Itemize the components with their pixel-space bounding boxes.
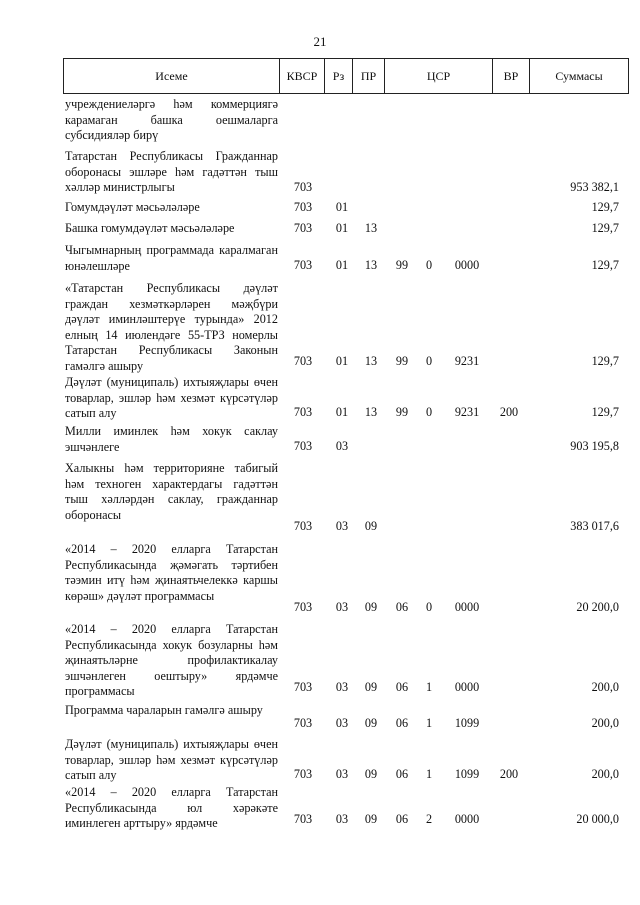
row-sum: 129,7 xyxy=(591,354,619,368)
row-csr-program: 06 xyxy=(395,716,409,730)
row-name: Гомумдәүләт мәсьәләләре xyxy=(65,200,200,214)
row-rz: 01 xyxy=(335,221,349,235)
row-name: Программа чараларын гамәлгә ашыру xyxy=(65,703,263,717)
row-kvsr: 703 xyxy=(293,439,313,453)
row-name: «2014 – 2020 елларга Татарстан Республикасында юл хәрәкәте иминлеген арттыру» ярдәмче xyxy=(65,785,278,830)
row-sum: 953 382,1 xyxy=(570,180,619,194)
row-rz: 03 xyxy=(335,680,349,694)
row-sum: 129,7 xyxy=(591,200,619,214)
header-name: Исеме xyxy=(64,59,280,93)
row-pr: 13 xyxy=(364,258,378,272)
header-sum: Суммасы xyxy=(555,69,603,83)
row-name: Башка гомумдәүләт мәсьәләләре xyxy=(65,221,235,235)
row-kvsr: 703 xyxy=(293,405,313,419)
row-name: «Татарстан Республикасы дәүләт граждан хезмәткәрләрен мәҗбүри дәүләт иминләштерүе турында» 2012 елның 14 июлендәге 55-ТРЗ номерлы Татарстан Республикасы Законын гамәлгә ашыру xyxy=(65,281,278,373)
row-csr-code: 0000 xyxy=(454,600,480,614)
row-kvsr: 703 xyxy=(293,200,313,214)
row-csr-program: 06 xyxy=(395,680,409,694)
row-kvsr: 703 xyxy=(293,600,313,614)
row-name: Дәүләт (муниципаль) ихтыяҗлары өчен товарлар, эшләр һәм хезмәт күрсәтүләр сатып алу xyxy=(65,375,278,420)
header-vr: ВР xyxy=(493,59,530,93)
row-csr-code: 0000 xyxy=(454,680,480,694)
row-csr-code: 9231 xyxy=(454,405,480,419)
row-name: Милли иминлек һәм хокук саклау эшчәнлеге xyxy=(65,424,278,454)
row-rz: 03 xyxy=(335,767,349,781)
row-csr-subprogram: 1 xyxy=(425,767,433,781)
row-sum: 20 000,0 xyxy=(576,812,619,826)
row-pr: 09 xyxy=(364,680,378,694)
row-kvsr: 703 xyxy=(293,354,313,368)
row-name: Татарстан Республикасы Гражданнар оборонасы эшләре һәм гадәттән тыш хәлләр министрлыгы xyxy=(65,149,278,194)
row-csr-program: 06 xyxy=(395,600,409,614)
row-sum: 200,0 xyxy=(591,716,619,730)
header-kvsr: КВСР xyxy=(280,59,325,93)
row-kvsr: 703 xyxy=(293,221,313,235)
header-rz: Рз xyxy=(325,59,353,93)
row-kvsr: 703 xyxy=(293,680,313,694)
row-kvsr: 703 xyxy=(293,767,313,781)
header-csr: ЦСР xyxy=(385,59,493,93)
row-csr-program: 99 xyxy=(395,258,409,272)
row-kvsr: 703 xyxy=(293,716,313,730)
row-kvsr: 703 xyxy=(293,519,313,533)
page-number: 21 xyxy=(313,34,327,49)
row-kvsr: 703 xyxy=(293,812,313,826)
row-sum: 903 195,8 xyxy=(570,439,619,453)
row-csr-subprogram: 1 xyxy=(425,680,433,694)
row-csr-code: 1099 xyxy=(454,716,480,730)
row-rz: 03 xyxy=(335,439,349,453)
row-sum: 129,7 xyxy=(591,221,619,235)
row-csr-code: 1099 xyxy=(454,767,480,781)
row-csr-program: 06 xyxy=(395,812,409,826)
row-name: Дәүләт (муниципаль) ихтыяҗлары өчен товарлар, эшләр һәм хезмәт күрсәтүләр сатып алу xyxy=(65,737,278,782)
row-csr-code: 0000 xyxy=(454,812,480,826)
row-vr: 200 xyxy=(499,405,519,419)
row-csr-subprogram: 0 xyxy=(425,354,433,368)
row-csr-code: 0000 xyxy=(454,258,480,272)
row-name: «2014 – 2020 елларга Татарстан Республикасында җәмәгать тәртибен тәэмин итү һәм җинаятьчелеккә каршы көрәш» дәүләт программасы xyxy=(65,542,278,603)
row-kvsr: 703 xyxy=(293,180,313,194)
row-sum: 200,0 xyxy=(591,767,619,781)
row-csr-subprogram: 2 xyxy=(425,812,433,826)
row-csr-subprogram: 0 xyxy=(425,405,433,419)
row-rz: 01 xyxy=(335,405,349,419)
row-name: «2014 – 2020 елларга Татарстан Республикасында хокук бозуларны һәм җинаятьләрне профилактикалау эшчәнлеген оештыру» ярдәмче программасы xyxy=(65,622,278,698)
row-rz: 01 xyxy=(335,354,349,368)
row-csr-program: 99 xyxy=(395,405,409,419)
row-rz: 01 xyxy=(335,258,349,272)
row-csr-subprogram: 1 xyxy=(425,716,433,730)
row-name: учреждениеләргә һәм коммерциягә карамаган башка оешмаларга субсидияләр бирү xyxy=(65,97,278,142)
row-name: Халыкны һәм территорияне табигый һәм техноген характердагы гадәттән тыш хәлләрдән саклау, гражданнар оборонасы xyxy=(65,461,278,522)
row-pr: 09 xyxy=(364,519,378,533)
row-pr: 13 xyxy=(364,405,378,419)
row-pr: 13 xyxy=(364,221,378,235)
row-sum: 200,0 xyxy=(591,680,619,694)
row-pr: 09 xyxy=(364,767,378,781)
row-rz: 03 xyxy=(335,600,349,614)
row-pr: 09 xyxy=(364,812,378,826)
row-csr-subprogram: 0 xyxy=(425,600,433,614)
row-name: Чыгымнарның программада каралмаган юнәлешләре xyxy=(65,243,278,273)
row-sum: 129,7 xyxy=(591,405,619,419)
row-pr: 09 xyxy=(364,716,378,730)
row-pr: 09 xyxy=(364,600,378,614)
row-rz: 03 xyxy=(335,716,349,730)
row-pr: 13 xyxy=(364,354,378,368)
row-csr-program: 06 xyxy=(395,767,409,781)
row-rz: 03 xyxy=(335,519,349,533)
row-csr-subprogram: 0 xyxy=(425,258,433,272)
row-sum: 20 200,0 xyxy=(576,600,619,614)
row-vr: 200 xyxy=(499,767,519,781)
row-rz: 03 xyxy=(335,812,349,826)
header-pr: ПР xyxy=(353,59,385,93)
row-csr-code: 9231 xyxy=(454,354,480,368)
row-csr-program: 99 xyxy=(395,354,409,368)
row-sum: 129,7 xyxy=(591,258,619,272)
row-rz: 01 xyxy=(335,200,349,214)
row-sum: 383 017,6 xyxy=(570,519,619,533)
row-kvsr: 703 xyxy=(293,258,313,272)
